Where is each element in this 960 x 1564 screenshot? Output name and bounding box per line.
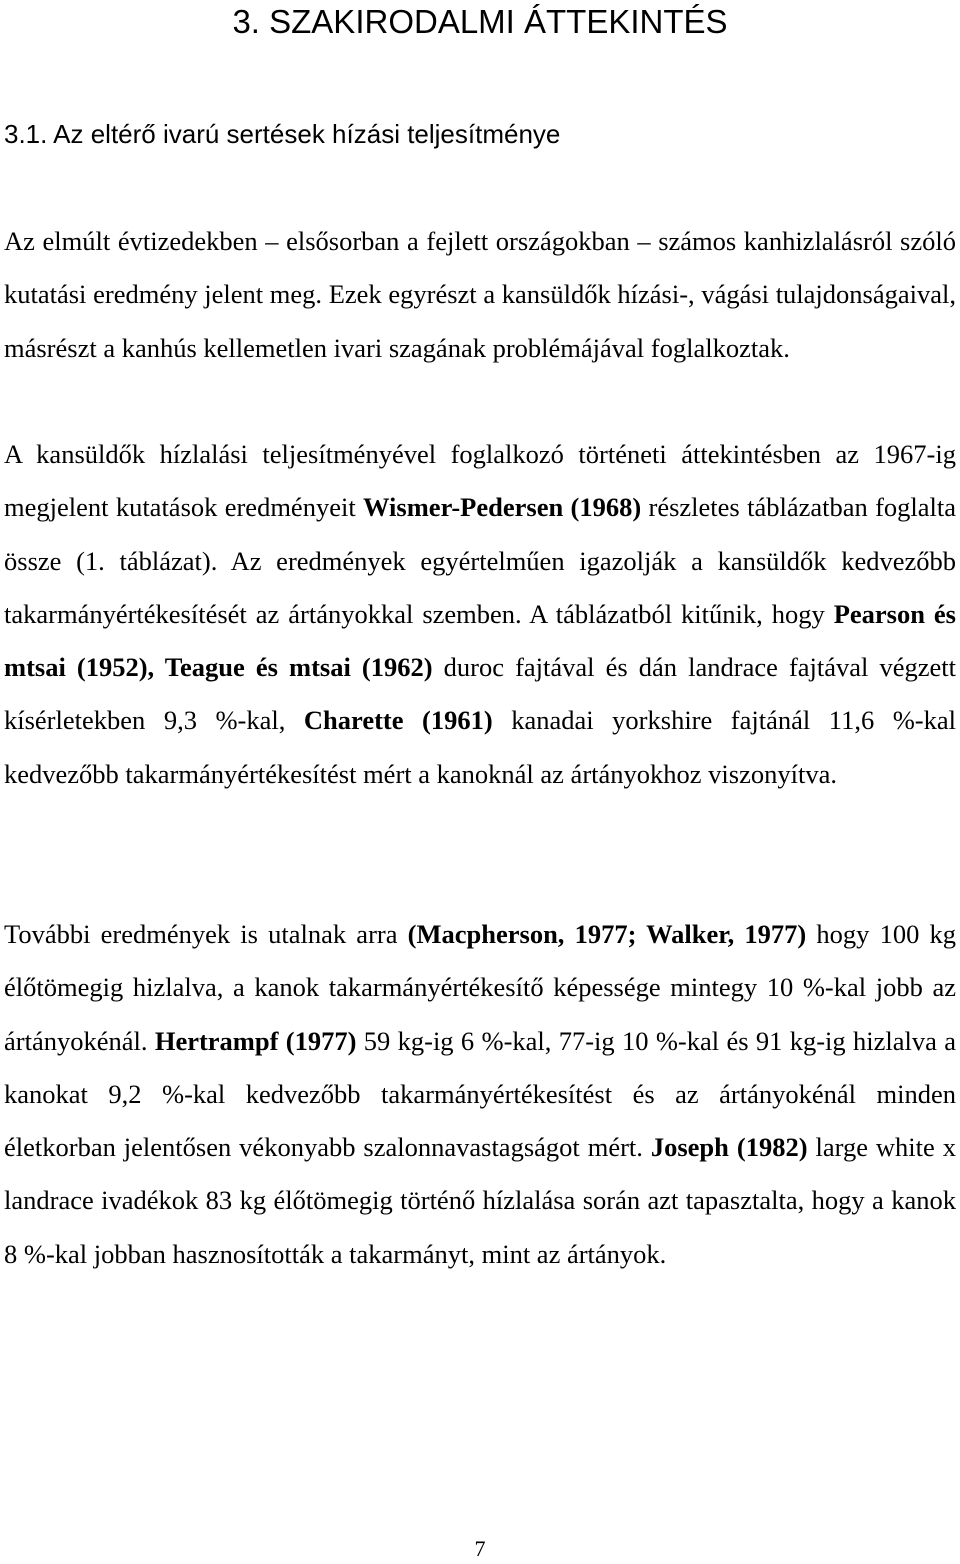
paragraph-intro [4,215,956,375]
page-number: 7 [474,1536,486,1561]
citation: (Macpherson, 1977; Walker, 1977) [407,919,807,949]
paragraph-text: duroc fajtával és dán landrace fajtával végzett kísérletekben 9,3 %-kal, [4,652,956,736]
citation: Wismer-Pedersen (1968) [363,492,642,523]
paragraph-history [4,428,956,801]
paragraph-text: kanadai yorkshire fajtánál 11,6 %-kal kedvezőbb takarmányértékesítést mért a kanoknál az ártányokhoz viszonyítva. [4,705,957,789]
citation: Joseph (1982) [650,1132,808,1163]
paragraph-text: hogy 100 kg élőtömegig hizlalva, a kanok takarmányértékesítő képessége mintegy 10 %-kal jobb az ártányokénál. [4,919,956,1056]
section-title: 3.1. Az eltérő ivarú sertések hízási teljesítménye [4,119,561,149]
paragraph-text: Az elmúlt évtizedekben – elsősorban a fejlett országokban – számos kanhizlalásról szóló kutatási eredmény jelent meg. Ezek egyrészt a kansüldők hízási-, vágási tulajdonságaival, másrészt a kanhús kellemetlen ivari szagának problémájával foglalkoztak. [4,226,956,363]
citation: Pearson és mtsai (1952), Teague és mtsai (1962) [4,598,956,683]
paragraph-text: A kansüldők hízlalási teljesítményével foglalkozó történeti áttekintésben az 1967-ig megjelent kutatások eredményeit [4,439,956,523]
paragraph-further-results [4,908,956,1281]
citation: Hertrampf (1977) [154,1025,357,1056]
paragraph-text: large white x landrace ivadékok 83 kg élőtömegig történő hízlalása során azt tapasztalta, hogy a kanok 8 %-kal jobban hasznosították a takarmányt, mint az ártányok. [4,1132,956,1269]
paragraph-text: További eredmények is utalnak arra [4,919,408,949]
chapter-title: 3. SZAKIRODALMI ÁTTEKINTÉS [232,3,728,40]
paragraph-text: részletes táblázatban foglalta össze (1. táblázat). Az eredmények egyértelműen igazolják a kansüldők kedvezőbb takarmányértékesítését az ártányokkal szemben. A táblázatból kitűnik, hogy [4,492,957,629]
paragraph-text: 59 kg-ig 6 %-kal, 77-ig 10 %-kal és 91 kg-ig hizlalva a kanokat 9,2 %-kal kedvezőbb takarmányértékesítést és az ártányokénál minden életkorban jelentősen vékonyabb szalonnavastagságot mért. [4,1025,956,1163]
citation: Charette (1961) [303,705,493,736]
